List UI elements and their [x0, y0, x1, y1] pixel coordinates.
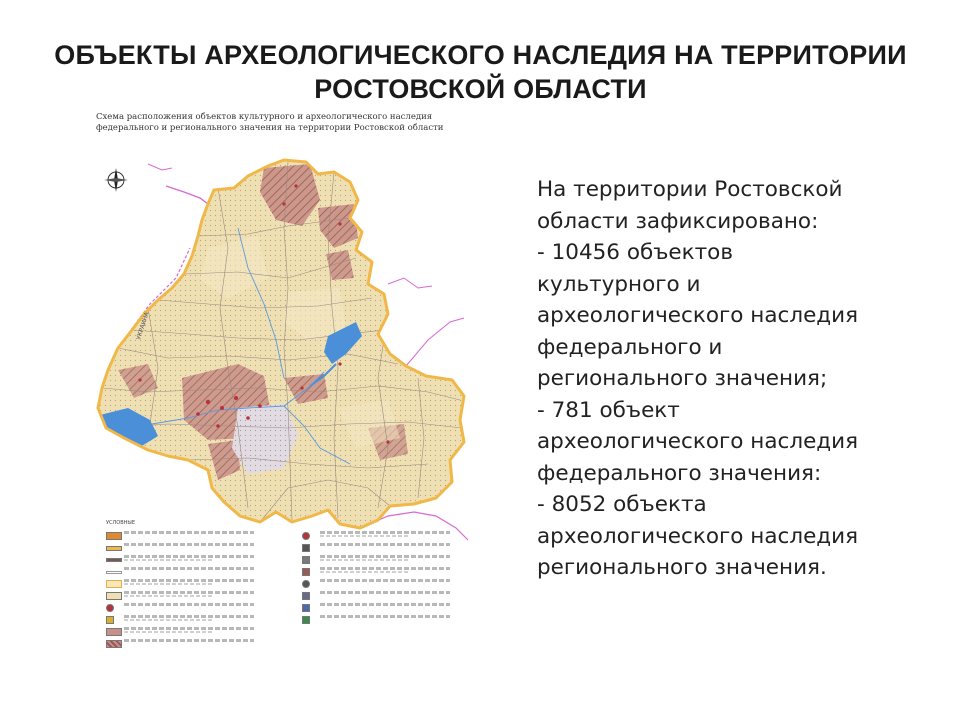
slide-title — [0, 38, 961, 106]
stats-item-3-line-1: - 8052 объекта — [537, 492, 707, 517]
stats-item-3-line-3: регионального значения. — [537, 555, 827, 580]
heritage-statistics — [537, 174, 927, 584]
slide-title-line-1: ОБЪЕКТЫ АРХЕОЛОГИЧЕСКОГО НАСЛЕДИЯ НА ТЕРРИТОРИИ — [54, 40, 907, 70]
stats-item-1-line-3: археологического наследия — [537, 303, 859, 328]
stats-item-1-line-5: регионального значения; — [537, 366, 828, 391]
stats-intro-line-2: области зафиксировано: — [537, 208, 819, 234]
slide-title-line-2: РОСТОВСКОЙ ОБЛАСТИ — [314, 74, 647, 104]
map-caption — [96, 112, 466, 134]
region-map — [88, 108, 470, 648]
legend-title: УСЛОВНЫЕ — [106, 520, 135, 526]
stats-item-2-line-1: - 781 объект — [537, 397, 680, 423]
stats-intro-line-1: На территории Ростовской — [537, 177, 843, 202]
stats-item-2-line-2: археологического наследия — [537, 429, 859, 454]
map-caption-line-1: Схема расположения объектов культурного и археологического наследия — [96, 112, 433, 122]
map-caption-line-2: федерального и регионального значения на территории Ростовской области — [96, 123, 444, 133]
stats-item-3-line-2: археологического наследия — [537, 523, 859, 549]
stats-item-1-line-4: федерального и — [537, 334, 723, 360]
compass-icon — [104, 168, 128, 192]
map-legend — [106, 520, 462, 648]
state-border-line-east — [388, 278, 432, 288]
stats-item-2-line-3: федерального значения: — [537, 460, 822, 486]
state-border-line-north — [166, 186, 208, 204]
stats-item-1-line-1: - 10456 объектов — [537, 240, 733, 265]
border-label: УКРАИНА — [135, 311, 151, 341]
stats-item-1-line-2: культурного и — [537, 271, 701, 297]
